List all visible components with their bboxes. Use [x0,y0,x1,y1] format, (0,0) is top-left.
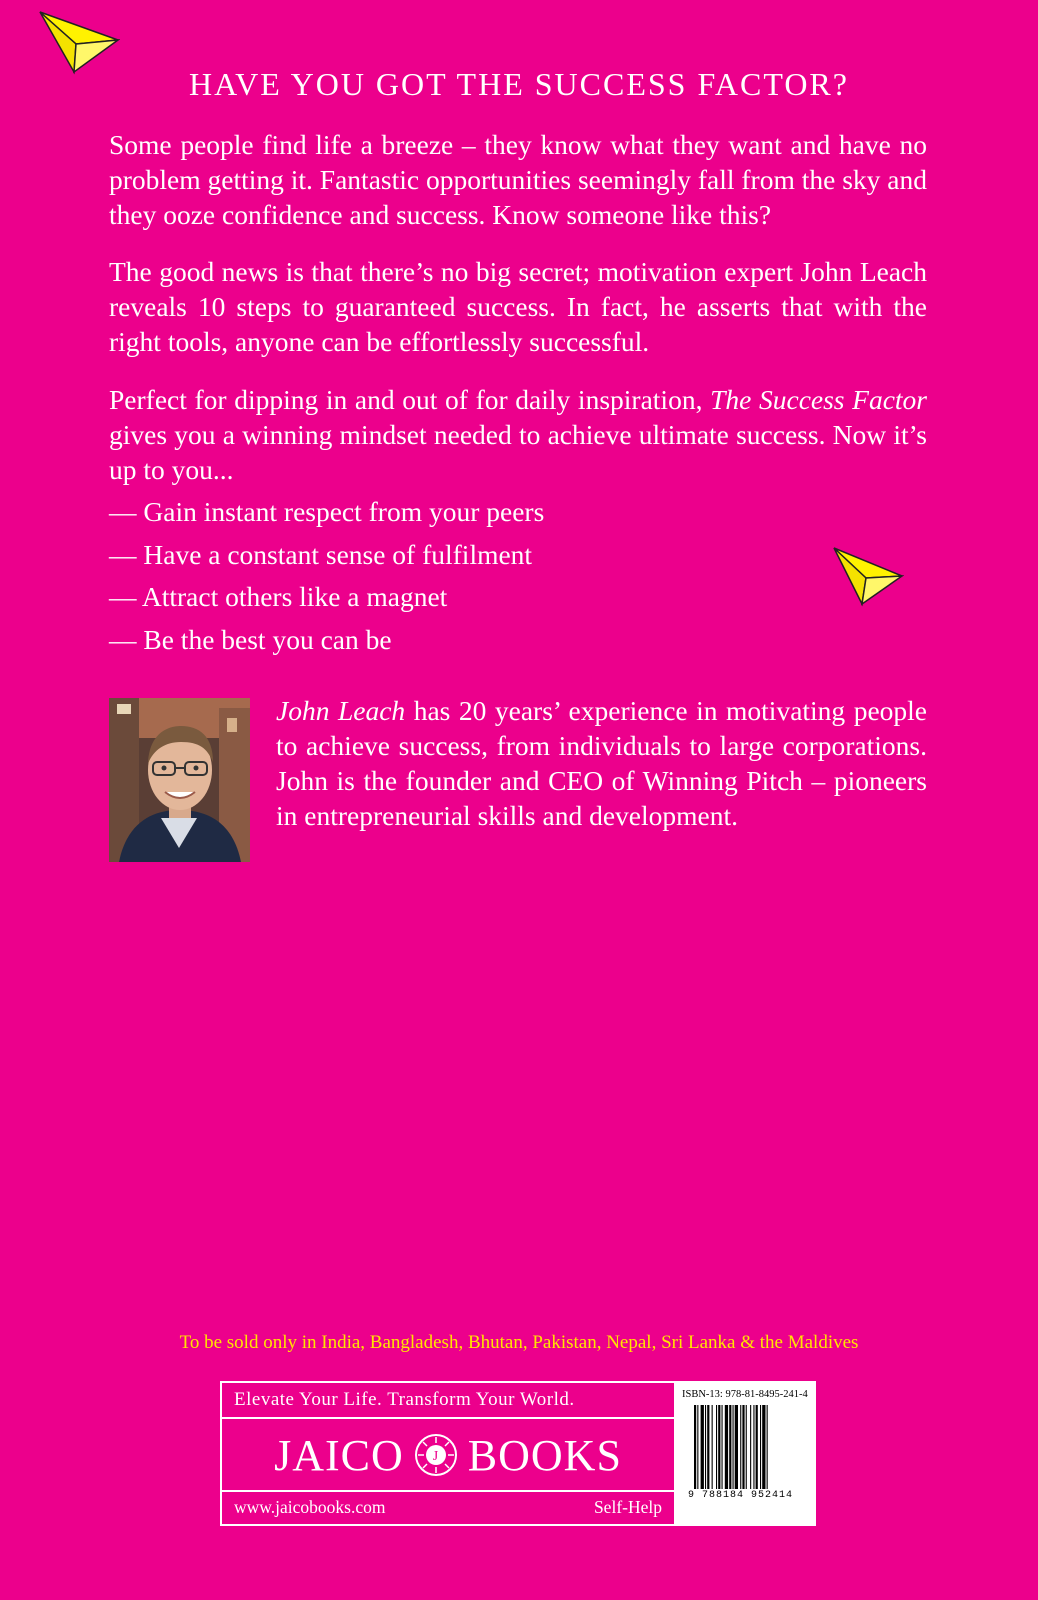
publisher-info [222,1383,676,1524]
barcode-bar [725,1405,728,1489]
brand-left: JAICO [274,1430,404,1480]
blurb-rest: gives you a winning mindset needed to achieve ultimate success. Now it’s up to you... [109,419,927,485]
territory-notice: To be sold only in India, Bangladesh, Bhutan, Pakistan, Nepal, Sri Lanka & the Maldives [179,1332,859,1353]
list-item: — Be the best you can be [109,623,392,655]
barcode-bar [712,1405,713,1489]
benefit-list [109,494,544,664]
blurb-lead: Perfect for dipping in and out of for daily inspiration, [109,384,711,415]
divider [222,1490,674,1492]
blurb-paragraph [109,382,927,487]
book-category: Self-Help [593,1497,662,1517]
author-name: John Leach [276,695,406,726]
blurb-paragraph: Some people find life a breeze – they know what they want and have no problem getting it. Fantastic opportunities seemingly fall from the sky and they ooze confidence and success. Know someone like this? [109,129,927,230]
barcode-bar [750,1405,751,1489]
blurb-paragraph: The good news is that there’s no big secret; motivation expert John Leach reveals 10 steps to guaranteed success. In fact, he asserts that with the right tools, anyone can be effortlessly successful. [109,256,927,357]
barcode-bar [718,1405,720,1489]
barcode-bar [729,1405,731,1489]
barcode-bar [697,1405,698,1489]
divider [222,1417,674,1419]
publisher-tagline: Elevate Your Life. Transform Your World. [234,1389,575,1410]
brand-right: BOOKS [467,1430,622,1480]
author-bio-text: has 20 years’ experience in motivating people to achieve success, from individuals to large corporations. John is the founder and CEO of Winning Pitch – pioneers in entrepreneurial skills and development. [276,695,927,831]
barcode-number: 9 788184 952414 [688,1490,794,1501]
isbn-label: ISBN-13: 978-81-8495-241-4 [682,1389,808,1400]
barcode-bar [735,1405,738,1489]
barcode-bar [746,1405,747,1489]
barcode-bar [753,1405,754,1489]
barcode-bar [756,1405,758,1489]
publisher-website: www.jaicobooks.com [234,1497,386,1517]
list-item: — Attract others like a magnet [109,581,448,612]
paper-plane-icon [832,546,904,608]
barcode-bar [694,1405,696,1489]
barcode-bar [762,1405,765,1489]
barcode-panel [676,1383,814,1524]
author-photo [109,698,250,862]
barcode-bar [742,1405,744,1489]
barcode-bar [767,1405,768,1489]
list-item: — Gain instant respect from your peers [109,496,545,527]
cover-heading: HAVE YOU GOT THE SUCCESS FACTOR? [189,66,849,102]
barcode-bar [701,1405,704,1489]
barcode-bar [733,1405,734,1489]
publisher-brand [222,1425,674,1485]
barcode-bar [722,1405,723,1489]
barcode [694,1405,798,1489]
barcode-bar [716,1405,717,1489]
logo-letter: J [432,1449,439,1464]
publisher-panel [220,1381,816,1526]
barcode-bar [705,1405,706,1489]
book-title: The Success Factor [710,384,927,415]
author-bio [276,693,927,833]
barcode-bar [707,1405,709,1489]
barcode-bar [740,1405,741,1489]
list-item: — Have a constant sense of fulfilment [109,538,533,570]
barcode-bar [760,1405,761,1489]
jaico-sun-logo-icon [414,1433,458,1477]
